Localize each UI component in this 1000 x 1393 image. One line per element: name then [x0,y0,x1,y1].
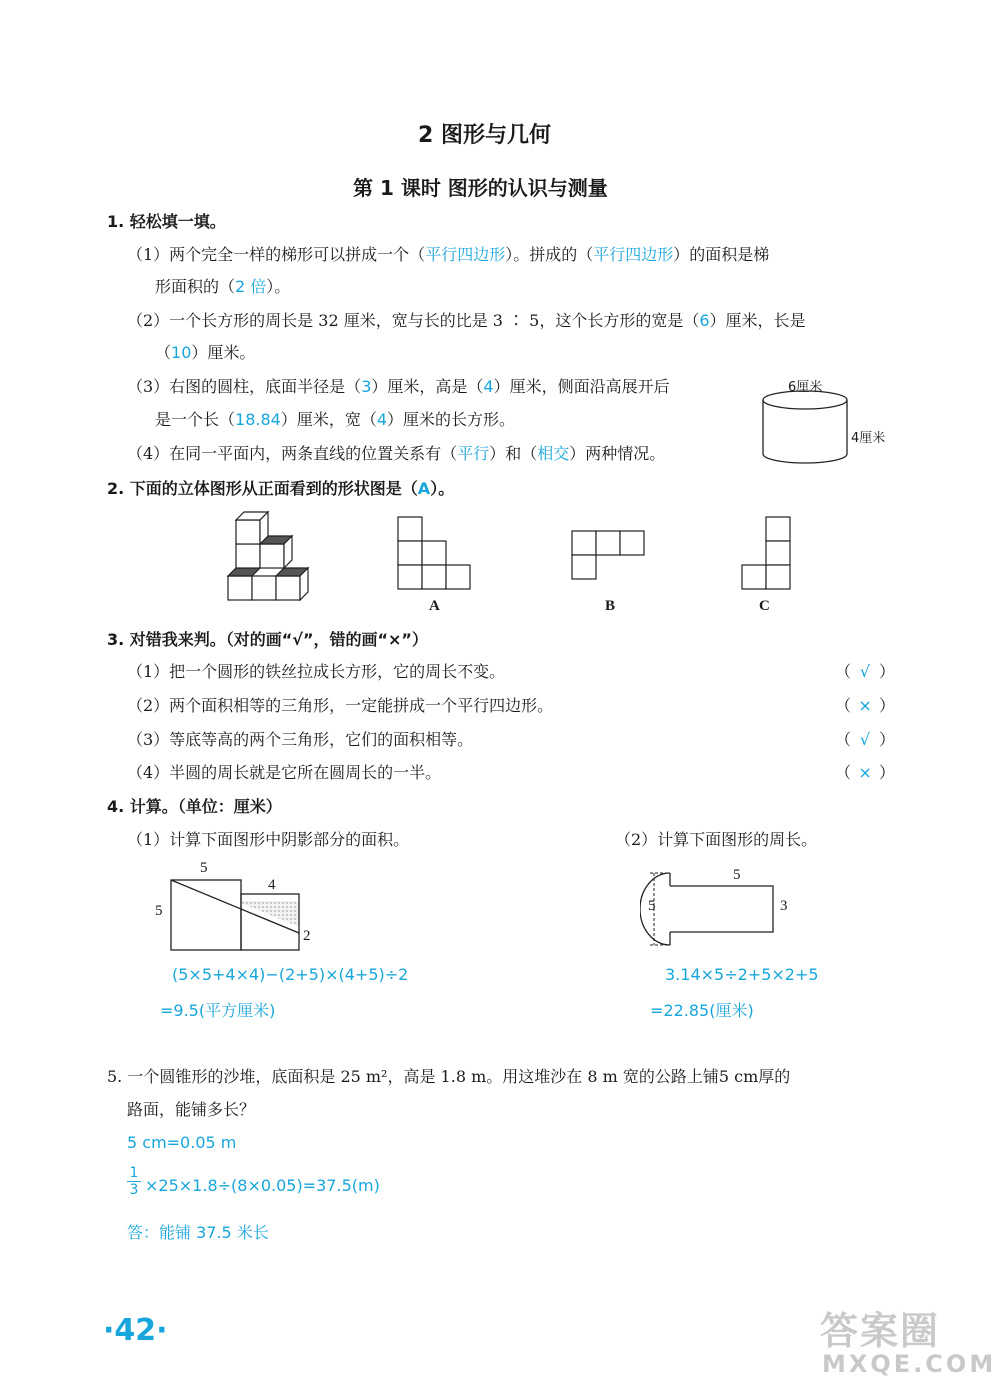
paren-open: （ [835,763,852,782]
paren-open: （ [835,662,852,681]
q3-item4: （4）半圆的周长就是它所在圆周长的一半。 [127,763,442,782]
q3-item2-answer [835,696,895,716]
q1-p2-text-a: （2）一个长方形的周长是 32 厘米，宽与长的比是 3 ∶ 5，这个长方形的宽是（ [127,311,700,330]
q1-p3-text-f: ）厘米的长方形。 [387,410,516,429]
q1-p4-text-b: ）和（ [489,444,538,463]
q5-answer-line1: 5 cm=0.05 m [127,1133,237,1152]
answer-blank: 18.84 [235,410,281,429]
q1-p1-text-e: ）。 [266,277,291,296]
q1-p3-text-a: （3）右图的圆柱，底面半径是（ [127,377,362,396]
paren-open: （ [835,730,852,749]
q2-text-a: 2. 下面的立体图形从正面看到的形状图是（ [107,479,418,498]
q1-p3-text-b: ）厘米，高是（ [371,377,484,396]
fraction-denominator: 3 [127,1181,141,1198]
answer-blank: 3 [361,377,372,396]
left-fig-top-label: 5 [200,860,208,876]
answer-blank: 4 [376,410,388,429]
right-fig-height-label: 5 [648,898,656,914]
q1-part2-line2 [155,343,255,363]
paren-close: ） [879,696,896,715]
q4-right-line1: 3.14×5÷2+5×2+5 [665,965,819,984]
cylinder-top-label: 6厘米 [788,380,823,395]
q4-right-line2: =22.85(厘米) [650,1001,754,1020]
q4-left-prompt: （1）计算下面图形中阴影部分的面积。 [127,830,410,849]
answer-blank: × [858,763,872,782]
q4-left-line2: =9.5(平方厘米) [160,1001,276,1020]
q1-part1-line2 [155,277,290,297]
cube-stack-figure [220,505,330,605]
q5-line1: 5. 一个圆锥形的沙堆，底面积是 25 m²，高是 1.8 m。用这堆沙在 8 m 宽的公路上铺5 cm厚的 [107,1067,791,1086]
left-fig-right-label: 2 [303,928,311,944]
q1-part1-line1 [127,245,769,265]
q5-fraction [127,1165,141,1198]
answer-blank: 平行 [457,444,490,463]
q3-title: 3. 对错我来判。（对的画“√”，错的画“×”） [107,630,428,649]
q1-p2-text-b: ）厘米，长是 [709,311,806,330]
perimeter-figure [640,868,790,948]
option-c-label: C [759,598,770,614]
answer-blank: √ [859,662,871,681]
q1-p1-text-d: 形面积的（ [155,277,236,296]
q1-p2-text-d: ）厘米。 [191,343,256,362]
left-fig-small-top-label: 4 [268,877,276,893]
left-fig-side-label: 5 [155,903,163,919]
q1-p1-text-c: ）的面积是梯 [673,245,770,264]
answer-blank: 2 倍 [235,277,267,296]
q4-left-line1: (5×5+4×4)−(2+5)×(4+5)÷2 [172,965,409,984]
q1-p3-text-e: ）厘米，宽（ [280,410,377,429]
answer-blank: 相交 [537,444,570,463]
q3-item1: （1）把一个圆形的铁丝拉成长方形，它的周长不变。 [127,662,506,681]
answer-blank: 平行四边形 [593,245,674,264]
right-fig-top-label: 5 [733,867,741,883]
q1-title: 1. 轻松填一填。 [107,212,226,231]
answer-blank: 平行四边形 [425,245,506,264]
q5-answer-line2: ×25×1.8÷(8×0.05)=37.5(m) [145,1176,380,1195]
paren-close: ） [879,662,896,681]
option-b-label: B [605,598,616,614]
q3-item1-answer [835,662,895,682]
q1-p4-text-a: （4）在同一平面内，两条直线的位置关系有（ [127,444,458,463]
paren-close: ） [879,730,896,749]
answer-blank: A [417,479,431,498]
q1-p4-text-c: ）两种情况。 [569,444,666,463]
right-fig-side-label: 3 [780,898,788,914]
paren-open: （ [835,696,852,715]
option-a-label: A [429,598,440,614]
q4-title: 4. 计算。（单位：厘米） [107,797,282,816]
q1-p1-text-b: ）。拼成的（ [505,245,594,264]
q3-item3-answer [835,730,895,750]
q3-item4-answer [835,763,895,783]
answer-blank: × [858,696,872,715]
paren-close: ） [879,763,896,782]
q4-right-prompt: （2）计算下面图形的周长。 [615,830,818,849]
option-c-figure [740,515,796,591]
watermark-url: MXQE.COM [822,1350,997,1378]
q3-item3: （3）等底等高的两个三角形，它们的面积相等。 [127,730,474,749]
answer-blank: 10 [171,343,192,362]
answer-blank: √ [859,730,871,749]
q1-part4 [127,444,665,464]
q1-p1-text-a: （1）两个完全一样的梯形可以拼成一个（ [127,245,426,264]
option-a-figure [396,515,476,591]
answer-blank: 6 [699,311,710,330]
q1-p2-text-c: （ [155,343,172,362]
option-b-figure [570,529,650,583]
lesson-title: 第 1 课时 图形的认识与测量 [353,176,608,200]
q5-line2: 路面，能铺多长？ [127,1100,256,1119]
watermark-logo: 答案圈 [820,1309,941,1353]
page-number: ·42· [103,1313,168,1348]
q2-title [107,479,454,499]
chapter-title: 2 图形与几何 [418,123,551,148]
cylinder-figure [755,372,905,472]
fraction-numerator: 1 [129,1165,139,1181]
q5-answer-line3: 答：能铺 37.5 米长 [127,1223,269,1242]
cylinder-side-label: 4厘米 [851,431,886,446]
q1-part2-line1 [127,311,806,331]
q1-p3-text-c: ）厘米，侧面沿高展开后 [493,377,670,396]
q1-part3-line1 [127,377,670,397]
q1-part3-line2 [155,410,515,430]
q1-p3-text-d: 是一个长（ [155,410,236,429]
q3-item2: （2）两个面积相等的三角形，一定能拼成一个平行四边形。 [127,696,554,715]
q2-text-b: ）。 [430,479,455,498]
shaded-area-figure [165,873,305,953]
answer-blank: 4 [483,377,494,396]
